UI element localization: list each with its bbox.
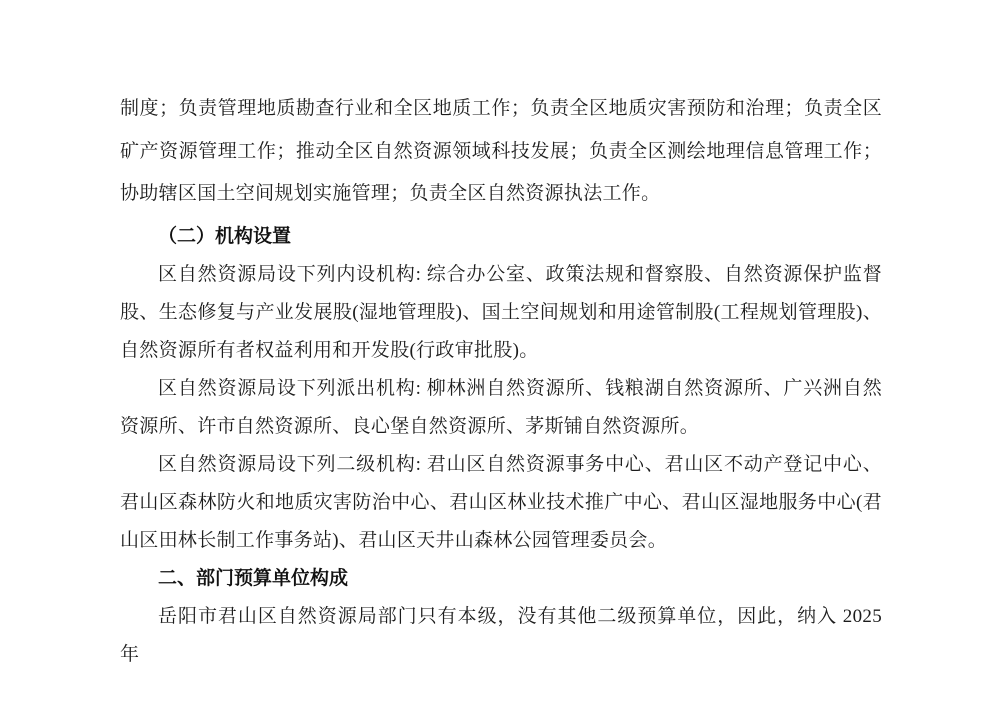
section-heading-budget-units: 二、部门预算单位构成 bbox=[158, 567, 349, 589]
document-content bbox=[120, 0, 882, 674]
section-heading-org-setup: （二）机构设置 bbox=[158, 225, 292, 247]
paragraph-secondary-orgs: 区自然资源局设下列二级机构: 君山区自然资源事务中心、君山区不动产登记中心、君山区森林防火和地质灾害防治中心、君山区林业技术推广中心、君山区湿地服务中心(君山区田林长制工作事务站)、君山区天井山森林公园管理委员会。 bbox=[120, 453, 882, 551]
paragraph-budget-units: 岳阳市君山区自然资源局部门只有本级，没有其他二级预算单位，因此，纳入 2025 年 bbox=[120, 605, 882, 665]
paragraph-dispatched-orgs: 区自然资源局设下列派出机构: 柳林洲自然资源所、钱粮湖自然资源所、广兴洲自然资源所、许市自然资源所、良心堡自然资源所、茅斯铺自然资源所。 bbox=[120, 377, 882, 437]
paragraph-duties-continued: 制度；负责管理地质勘查行业和全区地质工作；负责全区地质灾害预防和治理；负责全区矿产资源管理工作；推动全区自然资源领域科技发展；负责全区测绘地理信息管理工作；协助辖区国土空间规划实施管理；负责全区自然资源执法工作。 bbox=[120, 98, 882, 204]
paragraph-internal-orgs: 区自然资源局设下列内设机构: 综合办公室、政策法规和督察股、自然资源保护监督股、生态修复与产业发展股(湿地管理股)、国土空间规划和用途管制股(工程规划管理股)、自然资源所有者权益利用和开发股(行政审批股)。 bbox=[120, 263, 882, 361]
